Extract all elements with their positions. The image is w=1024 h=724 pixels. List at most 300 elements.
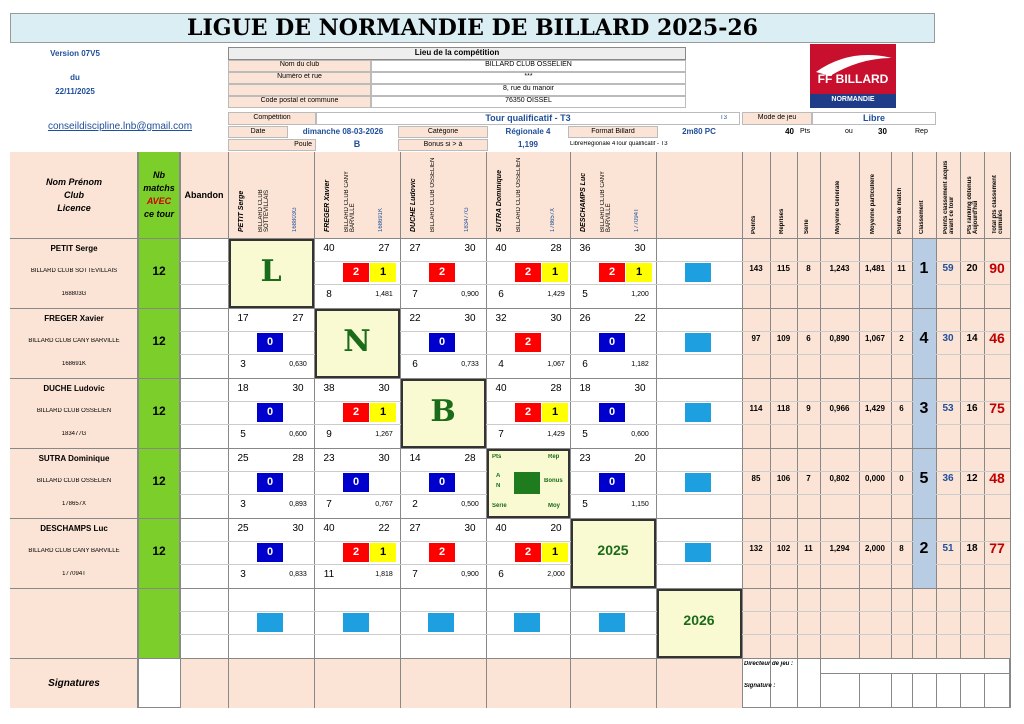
grid-vline xyxy=(486,152,487,708)
match-points: 0 xyxy=(257,333,283,352)
version-date: 22/11/2025 xyxy=(55,87,95,96)
player-col-name: FREGER Xavier xyxy=(324,179,331,232)
page-title: LIGUE DE NORMANDIE DE BILLARD 2025-26 xyxy=(187,15,758,41)
player-col-licence: 177094T xyxy=(634,208,640,232)
grid-hline xyxy=(10,588,1010,589)
match-serie: 7 xyxy=(412,569,418,580)
player-licence: 178657X xyxy=(61,501,87,507)
comp-code: T3 xyxy=(720,115,728,121)
stat-value: 2 xyxy=(899,334,904,343)
mode-label: Mode de jeu xyxy=(757,114,797,121)
stat-value: 18 xyxy=(966,543,978,554)
match-serie: 6 xyxy=(412,359,418,370)
match-pts: 25 xyxy=(237,453,249,464)
diag-letter-l: L xyxy=(260,254,282,289)
match-moy: 0,767 xyxy=(375,501,393,508)
match-moy: 1,067 xyxy=(547,361,565,368)
match-rep: 30 xyxy=(292,383,304,394)
rep-label: Rep xyxy=(915,128,928,135)
stat-value: 143 xyxy=(749,264,763,273)
grid-vline xyxy=(742,152,743,708)
nb-matches: 12 xyxy=(152,404,166,418)
match-bonus: 1 xyxy=(370,543,396,562)
grid-vline xyxy=(936,152,937,708)
nb-header-4: ce tour xyxy=(143,209,174,219)
match-rep: 30 xyxy=(634,243,646,254)
stat-value: 11 xyxy=(897,264,906,273)
match-points: 2 xyxy=(599,263,625,282)
lieu-value: *** xyxy=(524,73,533,80)
cat-value: Régionale 4 xyxy=(505,127,551,136)
player-licence: 168803G xyxy=(61,291,87,297)
player-name: PETIT Serge xyxy=(50,244,98,253)
match-points: 2 xyxy=(515,403,541,422)
stat-value: 48 xyxy=(989,470,1005,486)
lieu-label: Nom du club xyxy=(279,61,320,68)
grid-vline xyxy=(570,152,571,708)
stat-value: 2,000 xyxy=(864,544,886,553)
ff-billard-logo xyxy=(810,44,896,108)
match-moy: 0,600 xyxy=(631,431,649,438)
grid-vline xyxy=(770,152,771,708)
player-name: DUCHE Ludovic xyxy=(43,384,105,393)
stat-value: 118 xyxy=(777,404,790,413)
match-serie: 4 xyxy=(498,359,504,370)
stat-value: 114 xyxy=(749,404,763,413)
match-pts: 40 xyxy=(323,243,335,254)
grid-hline xyxy=(10,378,1010,379)
match-points: 0 xyxy=(599,333,625,352)
stat-value: 2 xyxy=(919,540,929,557)
stat-value: 132 xyxy=(749,544,763,553)
match-pts: 40 xyxy=(495,383,507,394)
nb-matches: 12 xyxy=(152,544,166,558)
grid-subline xyxy=(180,331,1010,332)
stat-value: 77 xyxy=(989,540,1005,556)
match-pts: 38 xyxy=(323,383,335,394)
nb-matches: 12 xyxy=(152,334,166,348)
lieu-label-cell xyxy=(228,84,371,96)
legend-serie: Série xyxy=(492,503,507,509)
match-moy: 0,733 xyxy=(461,361,479,368)
match-pts: 23 xyxy=(323,453,335,464)
match-rep: 30 xyxy=(550,313,562,324)
diag-letter-b: B xyxy=(430,394,456,429)
stat-value: 12 xyxy=(966,473,978,484)
match-points: 2 xyxy=(429,263,455,282)
match-rep: 28 xyxy=(464,453,476,464)
match-pts: 23 xyxy=(579,453,591,464)
format-label: Format Billard xyxy=(591,128,635,135)
player-header: Nom Prénom Club Licence xyxy=(45,177,102,213)
player-col-bg xyxy=(10,152,138,708)
legend-a: A xyxy=(496,473,501,479)
player-col-licence: 168803G xyxy=(292,207,298,232)
match-rep: 30 xyxy=(634,383,646,394)
stat-value: 1 xyxy=(919,260,929,277)
player-col-club: BILLARD CLUB SOTTEVILLAIS xyxy=(258,189,270,232)
directeur-label: Directeur de jeu : xyxy=(744,661,794,667)
ou-label: ou xyxy=(845,128,853,135)
match-serie: 7 xyxy=(412,289,418,300)
cyan-box xyxy=(343,613,369,632)
match-points: 0 xyxy=(429,473,455,492)
stat-value: 36 xyxy=(942,473,954,484)
match-moy: 1,182 xyxy=(631,361,649,368)
match-serie: 5 xyxy=(582,499,588,510)
match-serie: 2 xyxy=(412,499,418,510)
grid-hline xyxy=(10,308,1010,309)
match-points: 0 xyxy=(429,333,455,352)
poule-label: Poule xyxy=(294,141,312,148)
match-serie: 7 xyxy=(326,499,332,510)
grid-vline xyxy=(228,152,229,708)
match-points: 0 xyxy=(257,403,283,422)
stat-value: 1,429 xyxy=(864,404,886,413)
grid-vline xyxy=(314,152,315,708)
match-points: 2 xyxy=(429,543,455,562)
match-serie: 9 xyxy=(326,429,332,440)
match-rep: 28 xyxy=(292,453,304,464)
match-moy: 2,000 xyxy=(547,571,565,578)
match-points: 2 xyxy=(343,403,369,422)
match-rep: 27 xyxy=(378,243,390,254)
legend-bonus: Bonus xyxy=(544,478,563,484)
match-rep: 27 xyxy=(292,313,304,324)
stat-value: 7 xyxy=(806,474,811,483)
match-pts: 18 xyxy=(579,383,591,394)
version-label: Version 07V5 xyxy=(50,49,100,58)
stat-value: 5 xyxy=(919,470,929,487)
stat-header: Série xyxy=(803,219,810,234)
player-club: BILLARD CLUB CANY BARVILLE xyxy=(28,548,120,554)
cyan-box xyxy=(599,613,625,632)
stat-value: 106 xyxy=(776,474,791,483)
lieu-value: 76350 OISSEL xyxy=(505,97,552,104)
match-rep: 30 xyxy=(464,523,476,534)
player-col-licence: 183477G xyxy=(464,207,470,232)
grid-vline xyxy=(859,152,860,708)
stat-header: Points xyxy=(751,215,757,234)
stat-value: 1,294 xyxy=(829,544,850,553)
stat-value: 16 xyxy=(966,403,978,414)
stat-value: 53 xyxy=(942,403,954,414)
nb-matches: 12 xyxy=(152,264,166,278)
match-serie: 6 xyxy=(582,359,588,370)
match-moy: 1,481 xyxy=(375,291,393,298)
match-pts: 17 xyxy=(237,313,249,324)
grid-vline xyxy=(960,152,961,708)
match-rep: 30 xyxy=(464,313,476,324)
match-moy: 1,150 xyxy=(631,501,649,508)
match-moy: 1,267 xyxy=(375,431,393,438)
match-bonus: 1 xyxy=(542,263,568,282)
cyan-box xyxy=(685,333,711,352)
match-moy: 1,818 xyxy=(375,571,393,578)
stat-value: 0 xyxy=(899,474,904,483)
player-club: BILLARD CLUB OSSELIEN xyxy=(36,478,112,484)
match-points: 2 xyxy=(343,263,369,282)
match-pts: 14 xyxy=(409,453,421,464)
match-points: 0 xyxy=(257,473,283,492)
match-pts: 40 xyxy=(495,243,507,254)
match-pts: 27 xyxy=(409,523,421,534)
pts-label: Pts xyxy=(800,128,811,135)
stat-value: 51 xyxy=(942,543,954,554)
stat-value: 0,890 xyxy=(829,334,850,343)
match-pts: 36 xyxy=(579,243,591,254)
player-name: SUTRA Dominique xyxy=(38,454,110,463)
nb-header-2: matchs xyxy=(143,183,175,193)
match-moy: 0,833 xyxy=(289,571,307,578)
match-pts: 26 xyxy=(579,313,591,324)
logo-text: FF BILLARD xyxy=(817,72,889,86)
lieu-value: BILLARD CLUB OSSELIEN xyxy=(485,61,572,68)
stat-value: 6 xyxy=(899,404,904,413)
legend-moy: Moy xyxy=(548,503,560,509)
legend-rep: Rep xyxy=(548,454,560,460)
player-col-name: DUCHE Ludovic xyxy=(410,178,417,232)
match-serie: 5 xyxy=(240,429,246,440)
stat-value: 9 xyxy=(806,404,811,413)
match-serie: 3 xyxy=(240,359,246,370)
player-col-licence: 168691K xyxy=(378,207,384,232)
match-bonus: 1 xyxy=(370,263,396,282)
stat-header: Total pts classement cumulés xyxy=(992,175,1004,234)
grid-vline xyxy=(797,152,798,708)
nb-matches: 12 xyxy=(152,474,166,488)
match-pts: 18 xyxy=(237,383,249,394)
directeur-input[interactable] xyxy=(820,658,1010,674)
signatures-label: Signatures xyxy=(48,678,100,689)
match-rep: 30 xyxy=(464,243,476,254)
match-moy: 0,893 xyxy=(289,501,307,508)
stat-value: 97 xyxy=(751,334,761,343)
player-licence: 168691K xyxy=(61,361,87,367)
match-serie: 3 xyxy=(240,499,246,510)
match-rep: 22 xyxy=(634,313,646,324)
stat-value: 8 xyxy=(806,264,811,273)
player-col-club: BILLARD CLUB OSSELIEN xyxy=(430,157,436,232)
stat-value: 90 xyxy=(989,260,1005,276)
match-pts: 40 xyxy=(323,523,335,534)
match-serie: 6 xyxy=(498,569,504,580)
bonus-label: Bonus si > à xyxy=(423,141,463,148)
grid-vline xyxy=(820,152,821,708)
comp-value: Tour qualificatif - T3 xyxy=(485,113,571,123)
match-bonus: 1 xyxy=(542,543,568,562)
stat-header: Pts ranking obtenus Aujourd'hui xyxy=(967,176,979,234)
stat-value: 20 xyxy=(966,263,978,274)
match-serie: 6 xyxy=(498,289,504,300)
cyan-box xyxy=(685,263,711,282)
match-pts: 22 xyxy=(409,313,421,324)
player-col-name: DESCHAMPS Luc xyxy=(580,172,587,232)
player-col-club: BILLARD CLUB CANY BARVILLE xyxy=(600,171,612,232)
legend-n: N xyxy=(496,483,501,489)
sig-row-bg xyxy=(180,658,742,708)
player-name: DESCHAMPS Luc xyxy=(40,524,108,533)
match-points: 2 xyxy=(515,263,541,282)
diag-year-2025: 2025 xyxy=(597,542,629,558)
stat-value: 46 xyxy=(989,330,1005,346)
stat-value: 0,802 xyxy=(829,474,850,483)
cyan-box xyxy=(514,613,540,632)
match-points: 2 xyxy=(515,543,541,562)
match-rep: 30 xyxy=(378,383,390,394)
date-value: dimanche 08-03-2026 xyxy=(302,127,384,136)
cyan-box xyxy=(257,613,283,632)
stat-value: 11 xyxy=(804,544,813,553)
cyan-box xyxy=(685,473,711,492)
stat-value: 0,966 xyxy=(829,404,850,413)
stat-header: Classement xyxy=(919,200,925,234)
poule-value: B xyxy=(353,139,361,149)
stat-header: Moyenne particulière xyxy=(870,173,876,234)
player-name: FREGER Xavier xyxy=(44,314,104,323)
lieu-value: 8, rue du manoir xyxy=(503,85,554,92)
match-serie: 7 xyxy=(498,429,504,440)
match-moy: 0,900 xyxy=(461,291,479,298)
player-licence: 177094T xyxy=(62,571,86,577)
match-moy: 1,200 xyxy=(631,291,649,298)
grid-vline xyxy=(1010,152,1011,708)
match-bonus: 1 xyxy=(370,403,396,422)
stat-value: 8 xyxy=(899,544,904,553)
grid-subline xyxy=(180,401,1010,402)
match-points: 2 xyxy=(515,333,541,352)
diag-letter-n: N xyxy=(343,324,371,359)
player-col-name: PETIT Serge xyxy=(238,190,245,232)
grid-subline xyxy=(180,354,1010,355)
match-serie: 3 xyxy=(240,569,246,580)
stat-value: 1,067 xyxy=(864,334,886,343)
stat-value: 109 xyxy=(776,334,791,343)
version-du: du xyxy=(70,73,80,82)
grid-vline xyxy=(138,152,139,708)
match-points: 0 xyxy=(599,403,625,422)
stat-value: 0,000 xyxy=(864,474,886,483)
match-rep: 22 xyxy=(378,523,390,534)
stat-value: 115 xyxy=(777,264,790,273)
match-serie: 11 xyxy=(323,569,335,580)
match-pts: 40 xyxy=(495,523,507,534)
player-club: BILLARD CLUB OSSELIEN xyxy=(36,408,112,414)
date-label: Date xyxy=(250,128,266,135)
match-points: 0 xyxy=(257,543,283,562)
player-club: BILLARD CLUB CANY BARVILLE xyxy=(28,338,120,344)
match-rep: 20 xyxy=(550,523,562,534)
player-col-club: BILLARD CLUB OSSELIEN xyxy=(516,157,522,232)
match-points: 0 xyxy=(343,473,369,492)
lieu-label: Code postal et commune xyxy=(260,97,339,104)
grid-subline xyxy=(180,634,1010,635)
match-rep: 30 xyxy=(292,523,304,534)
stat-value: 75 xyxy=(989,400,1005,416)
match-hdr-bg xyxy=(180,152,1010,238)
grid-subline xyxy=(180,471,1010,472)
match-bonus: 1 xyxy=(626,263,652,282)
stat-value: 30 xyxy=(942,333,954,344)
bonus-value: 1,199 xyxy=(517,140,539,149)
stat-value: 3 xyxy=(919,400,929,417)
match-rep: 20 xyxy=(634,453,646,464)
match-serie: 5 xyxy=(582,429,588,440)
stat-header: Reprises xyxy=(778,208,785,234)
match-pts: 25 xyxy=(237,523,249,534)
match-rep: 28 xyxy=(550,243,562,254)
match-serie: 5 xyxy=(582,289,588,300)
match-rep: 30 xyxy=(378,453,390,464)
match-pts: 32 xyxy=(495,313,507,324)
stat-value: 1,243 xyxy=(829,264,850,273)
player-col-name: SUTRA Dominique xyxy=(496,170,503,232)
player-col-licence: 178657X xyxy=(550,207,556,232)
match-moy: 0,600 xyxy=(289,431,307,438)
cyan-box xyxy=(685,403,711,422)
legend-pts: Pts xyxy=(492,454,502,460)
grid-subline xyxy=(180,494,1010,495)
diag-year-2026: 2026 xyxy=(683,612,715,628)
legend-green-box xyxy=(514,472,540,494)
grid-hline xyxy=(10,238,1010,239)
pts-value: 40 xyxy=(785,127,794,136)
nb-header-3: AVEC xyxy=(146,196,172,206)
mode-value: Libre xyxy=(862,113,885,123)
stat-value: 6 xyxy=(806,334,811,343)
grid-vline xyxy=(180,152,181,708)
grid-vline xyxy=(891,152,892,708)
stat-value: 59 xyxy=(942,263,954,274)
format-value: 2m80 PC xyxy=(682,127,716,136)
lieu-label: Numéro et rue xyxy=(277,73,322,80)
rep-value: 30 xyxy=(878,127,887,136)
match-rep: 28 xyxy=(550,383,562,394)
email-link[interactable]: conseildiscipline.lnb@gmail.com xyxy=(47,121,193,132)
signature-label: Signature : xyxy=(744,683,776,689)
player-club: BILLARD CLUB SOTTEVILLAIS xyxy=(30,268,118,274)
stat-value: 102 xyxy=(776,544,791,553)
grid-subline xyxy=(180,424,1010,425)
stat-header: Points classement acquis avant ce tour xyxy=(943,160,955,234)
grid-hline xyxy=(10,518,1010,519)
match-points: 2 xyxy=(343,543,369,562)
abandon-header: Abandon xyxy=(184,190,224,200)
match-serie: 8 xyxy=(326,289,332,300)
match-moy: 0,900 xyxy=(461,571,479,578)
nb-header-1: Nb xyxy=(153,170,165,180)
stat-value: 4 xyxy=(919,330,929,347)
grid-vline xyxy=(984,152,985,708)
stat-value: 1,481 xyxy=(864,264,886,273)
comp-label: Compétition xyxy=(253,114,291,121)
match-bonus: 1 xyxy=(542,403,568,422)
player-col-club: BILLARD CLUB CANY BARVILLE xyxy=(344,171,356,232)
match-moy: 1,429 xyxy=(547,291,565,298)
logo-sub: NORMANDIE xyxy=(831,96,875,103)
cyan-box xyxy=(428,613,454,632)
cat-label: Catégorie xyxy=(427,128,459,135)
stat-value: 85 xyxy=(751,474,761,483)
stat-value: 14 xyxy=(966,333,978,344)
match-pts: 27 xyxy=(409,243,421,254)
match-moy: 0,630 xyxy=(289,361,307,368)
stat-header: Moyenne Générale xyxy=(834,180,841,234)
match-moy: 1,429 xyxy=(547,431,565,438)
match-points: 0 xyxy=(599,473,625,492)
cyan-box xyxy=(685,543,711,562)
player-licence: 183477G xyxy=(61,431,87,437)
